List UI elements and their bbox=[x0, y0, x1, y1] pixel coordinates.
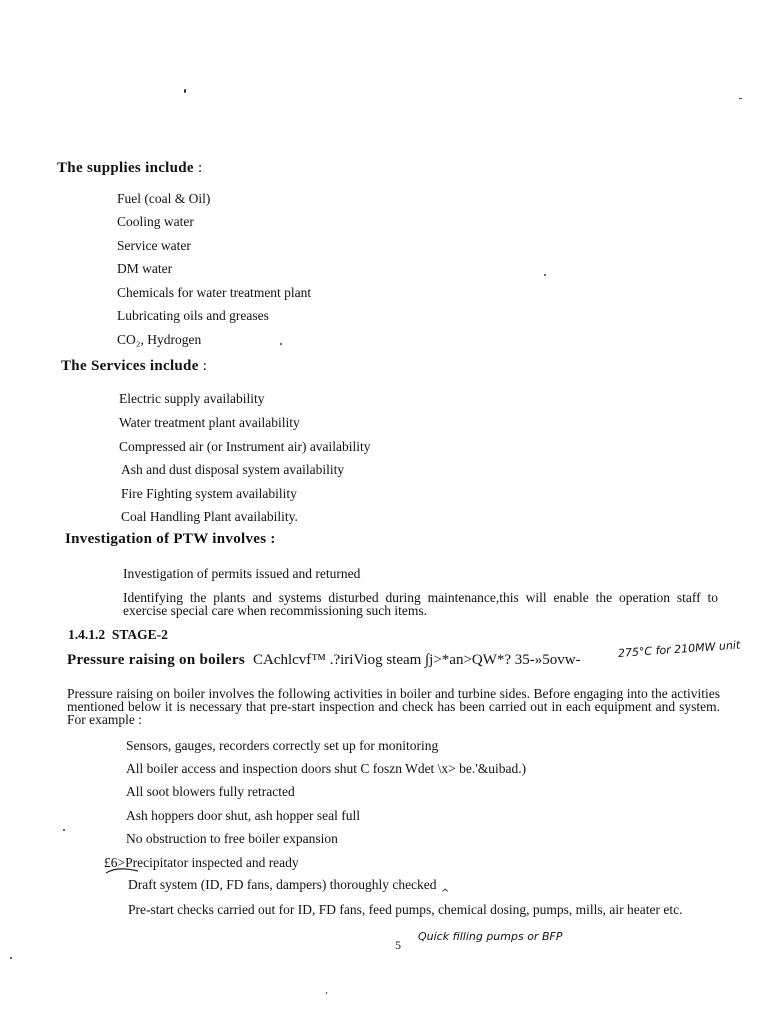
list-item: Compressed air (or Instrument air) availability bbox=[119, 439, 371, 454]
list-item: Ash hoppers door shut, ash hopper seal full bbox=[126, 808, 360, 823]
list-item: Ash and dust disposal system availability bbox=[121, 462, 345, 477]
list-item: Coal Handling Plant availability. bbox=[121, 509, 298, 524]
list-item: Service water bbox=[117, 238, 191, 253]
list-item: £6>Precipitator inspected and ready bbox=[104, 855, 299, 870]
supplies-heading-colon: : bbox=[197, 160, 203, 176]
page-number: 5 bbox=[395, 938, 401, 952]
handwritten-insert-note: Quick filling pumps or BFP bbox=[418, 930, 563, 943]
list-item: Investigation of permits issued and returned bbox=[123, 566, 361, 581]
insertion-caret-icon: ^ bbox=[441, 888, 450, 899]
garbled-scan-text: CAchlcvf™ .?iriViog steam ∫j>*an>QW*? 35-»5ovw- bbox=[252, 652, 581, 668]
list-item: Identifying the plants and systems disturbed during maintenance,this will enable the operation staff to exercise special care when recommissioning such items. bbox=[123, 590, 718, 618]
list-item: All soot blowers fully retracted bbox=[126, 784, 295, 799]
list-item: Fire Fighting system availability bbox=[121, 486, 297, 501]
list-item: Pre-start checks carried out for ID, FD fans, feed pumps, chemical dosing, pumps, mills, air heater etc. bbox=[128, 902, 683, 917]
services-heading-colon: : bbox=[202, 358, 208, 374]
list-item: No obstruction to free boiler expansion bbox=[126, 831, 338, 846]
list-item: All boiler access and inspection doors shut C foszn Wdet \x> be.'&uibad.) bbox=[126, 761, 527, 776]
handwritten-underline bbox=[104, 866, 140, 876]
stage-heading bbox=[68, 627, 168, 643]
scan-speck bbox=[184, 89, 186, 93]
services-heading-text: The Services include bbox=[61, 358, 199, 374]
handwritten-temperature-note: 275°C for 210MW unit bbox=[617, 638, 741, 660]
list-item: Chemicals for water treatment plant bbox=[117, 285, 312, 300]
scan-speck bbox=[544, 274, 546, 276]
list-item: Lubricating oils and greases bbox=[117, 308, 269, 323]
list-item: Fuel (coal & Oil) bbox=[117, 191, 211, 206]
stage-title: STAGE-2 bbox=[111, 627, 168, 642]
scan-speck bbox=[10, 957, 12, 959]
list-item: Sensors, gauges, recorders correctly set up for monitoring bbox=[126, 738, 439, 753]
scan-speck bbox=[63, 829, 65, 831]
ptw-heading: Investigation of PTW involves : bbox=[65, 531, 276, 547]
list-item: Water treatment plant availability bbox=[119, 415, 300, 430]
stage-number: 1.4.1.2 bbox=[68, 627, 106, 642]
pressure-heading-line bbox=[67, 651, 581, 669]
list-item: Electric supply availability bbox=[119, 391, 265, 406]
pressure-heading: Pressure raising on boilers bbox=[67, 652, 245, 668]
supplies-heading-text: The supplies include bbox=[57, 160, 194, 176]
list-item: CO₂, Hydrogen bbox=[117, 332, 202, 347]
list-item: Draft system (ID, FD fans, dampers) thoroughly checked bbox=[128, 877, 437, 892]
scan-speck bbox=[739, 98, 742, 99]
services-heading bbox=[61, 358, 207, 375]
supplies-heading bbox=[57, 160, 202, 177]
scan-speck bbox=[280, 343, 282, 345]
pressure-intro: Pressure raising on boiler involves the following activities in boiler and turbine sides. Before engaging into the activities mentioned below it is necessary that pre-start inspection and check has been carried out in each equipment and system. For example : bbox=[67, 686, 720, 727]
list-item: Cooling water bbox=[117, 214, 194, 229]
scan-speck bbox=[326, 992, 327, 994]
list-item: DM water bbox=[117, 261, 173, 276]
